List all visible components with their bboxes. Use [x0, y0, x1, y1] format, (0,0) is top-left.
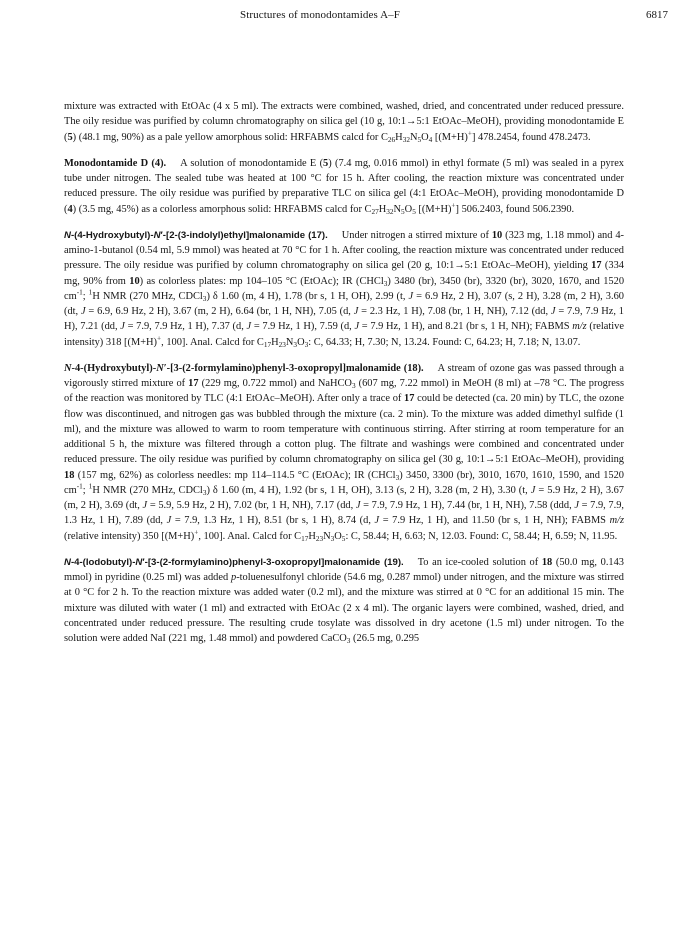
paragraph-title: N-(4-Hydroxybutyl)-N′-[2-(3-indolyl)ethyl]malonamide (17). [64, 229, 328, 241]
paragraph-compound-19 [64, 555, 624, 647]
paragraph-title: Monodontamide D (4). [64, 157, 167, 169]
paragraph-title: N-4-(Hydroxybutyl)-N′-[3-(2-formylamino)phenyl-3-oxopropyl]malonamide (18). [64, 362, 424, 374]
running-header [52, 9, 668, 25]
paragraph-monodontamide-d [64, 156, 624, 217]
paragraph-body: To an ice-cooled solution of 18 (50.0 mg, 0.143 mmol) in pyridine (0.25 ml) was added p-toluenesulfonyl chloride (54.6 mg, 0.287 mmol) under nitrogen, and the mixture was stirred at 0 °C for 2 h. To the reaction mixture was added water (0.2 ml), and the mixture was stirred at 0 °C for an additional 15 min. The mixture was diluted with water (1 ml) and extracted with EtOAc (2 x 4 ml). The organic layers were combined, washed, dried, and concentrated under reduced pressure. The resulting crude tosylate was dissolved in dry acetone (1.5 ml) under nitrogen. To the solution were added NaI (221 mg, 1.48 mmol) and powdered CaCO$_3$ (26.5 mg, 0.295 [64, 556, 624, 645]
paragraph-title: N-4-(Iodobutyl)-N′-[3-(2-formylamino)phenyl-3-oxopropyl]malonamide (19). [64, 556, 404, 568]
page-number: 6817 [646, 9, 668, 21]
running-title: Structures of monodontamides A–F [240, 9, 400, 21]
paragraph-continuation [64, 99, 624, 145]
paragraph-body: mixture was extracted with EtOAc (4 x 5 ml). The extracts were combined, washed, dried, and concentrated under reduced pressure. The oily residue was purified by column chromatography on silica gel (10 g, 10:1→5:1 EtOAc–MeOH), providing monodontamide E (5) (48.1 mg, 90%) as a pale yellow amorphous solid: HRFABMS calcd for $C_{26}H_{32}N_5O_4$ [(M+H)+] 478.2454, found 478.2473. [64, 101, 624, 144]
paragraph-body: A stream of ozone gas was passed through a vigorously stirred mixture of 17 (229 mg, 0.722 mmol) and NaHCO$_3$ (607 mg, 7.22 mmol) in MeOH (8 ml) at –78 °C. The progress of the reaction was monitored by TLC (4:1 EtOAc–MeOH). After only a trace of 17 could be detected (ca. 20 min) by TLC, the ozone flow was discontinued, and nitrogen gas was bubbled through the mixture (ca. 2 min). To the mixture was added dimethyl sulfide (1 ml), and the mixture was allowed to warm to room temperature with continuous stirring. After stirring at room temperature for an additional 5 h, the mixture was filtered through a cotton plug. The filtrate and washings were combined and concentrated under reduced pressure. The oily residue was purified by column chromatography on silica gel (30 g, 10:1→5:1 EtOAc–MeOH), providing 18 (157 mg, 62%) as colorless needles: mp 114–114.5 °C (EtOAc); IR (CHCl$_3$) 3450, 3300 (br), 3010, 1670, 1610, 1590, and 1520 $cm^{-1}$; $^1$H NMR (270 MHz, CDCl$_3$) δ 1.60 (m, 4 H), 1.92 (br s, 1 H, OH), 3.13 (s, 2 H), 3.28 (m, 2 H), 3.30 (t, J = 5.9 Hz, 2 H), 3.67 (m, 2 H), 3.69 (dt, J = 5.9, 5.9 Hz, 2 H), 7.02 (br, 1 H, NH), 7.17 (dd, J = 7.9, 7.9 Hz, 1 H), 7.44 (br, 1 H, NH), 7.58 (ddd, J = 7.9, 7.9, 1.3 Hz, 1 H), 7.89 (dd, J = 7.9, 1.3 Hz, 1 H), 8.51 (br s, 1 H), 8.74 (d, J = 7.9 Hz, 1 H), and 11.50 (br s, 1 H, NH); FABMS m/z (relative intensity) 350 [(M+H)+, 100]. Anal. Calcd for $C_{17}H_{23}N_3O_5$: C, 58.44; H, 6.63; N, 12.03. Found: C, 58.44; H, 6.59; N, 11.95. [64, 362, 625, 543]
experimental-text [64, 99, 624, 646]
paragraph-compound-17 [64, 228, 624, 350]
paragraph-compound-18 [64, 361, 624, 544]
paragraph-body: Under nitrogen a stirred mixture of 10 (323 mg, 1.18 mmol) and 4-amino-1-butanol (0.54 ml, 5.9 mmol) was heated at 70 °C for 1 h. After cooling, the reaction mixture was concentrated under reduced pressure. The oily residue was purified by column chromatography on silica gel (20 g, 10:1→5:1 EtOAc–MeOH), yielding 17 (334 mg, 90% from 10) as colorless plates: mp 104–105 °C (EtOAc); IR (CHCl$_3$) 3480 (br), 3450 (br), 3320 (br), 3020, 1670, and 1520 $cm^{-1}$; $^1$H NMR (270 MHz, CDCl$_3$) δ 1.60 (m, 4 H), 1.78 (br s, 1 H, OH), 2.99 (t, J = 6.9 Hz, 2 H), 3.07 (s, 2 H), 3.28 (m, 2 H), 3.60 (dt, J = 6.9, 6.9 Hz, 2 H), 3.67 (m, 2 H), 6.64 (br, 1 H, NH), 7.05 (d, J = 2.3 Hz, 1 H), 7.08 (br, 1 H, NH), 7.12 (dd, J = 7.9, 7.9 Hz, 1 H), 7.21 (dd, J = 7.9, 7.9 Hz, 1 H), 7.37 (d, J = 7.9 Hz, 1 H), 7.59 (d, J = 7.9 Hz, 1 H), and 8.21 (br s, 1 H, NH); FABMS m/z (relative intensity) 318 [(M+H)+, 100]. Anal. Calcd for $C_{17}H_{23}N_3O_3$: C, 64.33; H, 7.30; N, 13.24. Found: C, 64.23; H, 7.18; N, 13.07. [64, 229, 625, 349]
paragraph-body: A solution of monodontamide E (5) (7.4 mg, 0.016 mmol) in ethyl formate (5 ml) was sealed in a pyrex tube under nitrogen. The sealed tube was heated at 100 °C for 15 h. After cooling, the reaction mixture was concentrated under reduced pressure. The oily residue was purified by preparative TLC on silica gel (4:1 EtOAc–MeOH), providing monodontamide D (4) (3.5 mg, 45%) as a colorless amorphous solid: HRFABMS calcd for $C_{27}H_{32}N_5O_5$ [(M+H)+] 506.2403, found 506.2390. [64, 157, 625, 216]
